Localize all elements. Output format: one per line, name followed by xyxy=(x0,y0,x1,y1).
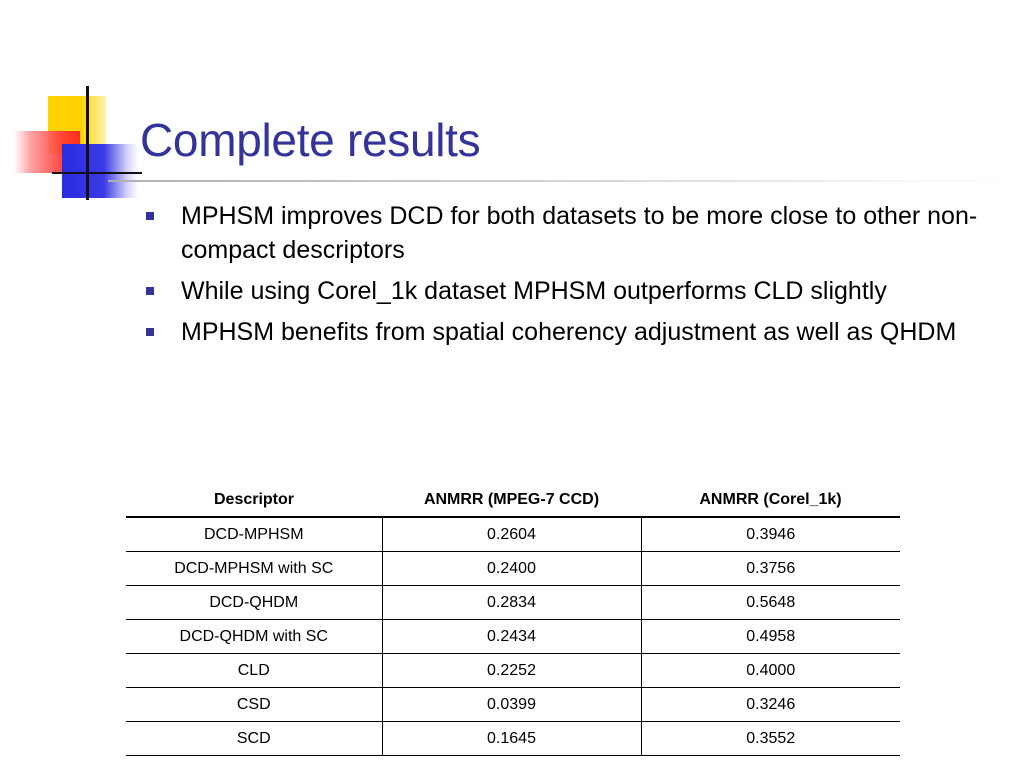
table-row xyxy=(126,586,900,620)
table-cell: 0.4000 xyxy=(641,654,900,688)
square-bullet-icon xyxy=(146,287,154,295)
horizontal-line xyxy=(52,172,142,174)
square-bullet-icon xyxy=(146,212,154,220)
square-bullet-icon xyxy=(146,328,154,336)
table-cell: 0.0399 xyxy=(382,688,641,722)
table-cell: DCD-MPHSM with SC xyxy=(126,552,382,586)
table-row xyxy=(126,552,900,586)
title-decoration xyxy=(0,0,200,210)
bullet-text: While using Corel_1k dataset MPHSM outperforms CLD slightly xyxy=(181,277,887,305)
column-header: Descriptor xyxy=(126,484,382,517)
column-header: ANMRR (MPEG-7 CCD) xyxy=(382,484,641,517)
table-cell: 0.3552 xyxy=(641,722,900,756)
table-row xyxy=(126,722,900,756)
table-cell: DCD-MPHSM xyxy=(126,517,382,552)
table-row xyxy=(126,517,900,552)
title-underline xyxy=(108,180,1024,182)
table-cell: 0.2252 xyxy=(382,654,641,688)
table-cell: 0.2834 xyxy=(382,586,641,620)
bullet-text: MPHSM benefits from spatial coherency adjustment as well as QHDM xyxy=(181,318,957,346)
blue-square-shape xyxy=(62,144,138,198)
table-cell: DCD-QHDM with SC xyxy=(126,620,382,654)
table-row xyxy=(126,688,900,722)
table-row xyxy=(126,620,900,654)
table-cell: 0.2604 xyxy=(382,517,641,552)
table-cell: 0.3756 xyxy=(641,552,900,586)
table-row xyxy=(126,654,900,688)
table-cell: 0.5648 xyxy=(641,586,900,620)
bullet-item xyxy=(146,274,996,308)
bullet-item xyxy=(146,199,996,267)
bullet-list xyxy=(146,199,996,356)
bullet-item xyxy=(146,315,996,349)
table-header-row xyxy=(126,484,900,517)
table-cell: 0.3946 xyxy=(641,517,900,552)
table-cell: SCD xyxy=(126,722,382,756)
table-cell: 0.2434 xyxy=(382,620,641,654)
table-cell: DCD-QHDM xyxy=(126,586,382,620)
table-cell: CLD xyxy=(126,654,382,688)
table-cell: 0.3246 xyxy=(641,688,900,722)
table-cell: 0.4958 xyxy=(641,620,900,654)
column-header: ANMRR (Corel_1k) xyxy=(641,484,900,517)
table-cell: CSD xyxy=(126,688,382,722)
bullet-text: MPHSM improves DCD for both datasets to be more close to other non-compact descriptors xyxy=(181,202,978,264)
table-cell: 0.1645 xyxy=(382,722,641,756)
vertical-line xyxy=(86,86,89,200)
results-table xyxy=(126,484,900,756)
slide-title: Complete results xyxy=(140,114,481,166)
table-cell: 0.2400 xyxy=(382,552,641,586)
